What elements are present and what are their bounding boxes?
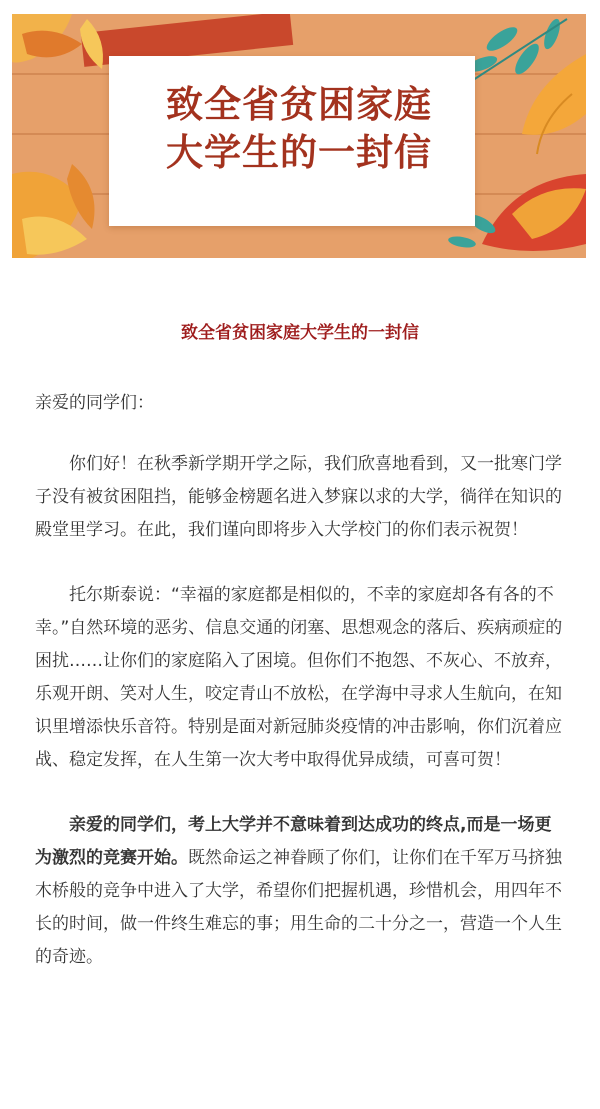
paragraph-3-text: 既然命运之神眷顾了你们，让你们在千军万马挤独木桥般的竞争中进入了大学，希望你们把握机遇，珍惜机会，用四年不长的时间，做一件终生难忘的事；用生命的二十分之一，营造一个人生的奇迹。	[35, 848, 562, 967]
paragraph-3	[35, 809, 565, 974]
banner-title	[12, 80, 586, 176]
banner-title-line2: 大学生的一封信	[166, 130, 432, 174]
article-body	[35, 387, 565, 974]
paragraph-1: 你们好！在秋季新学期开学之际，我们欣喜地看到，又一批寒门学子没有被贫困阻挡，能够金榜题名进入梦寐以求的大学，徜徉在知识的殿堂里学习。在此，我们谨向即将步入大学校门的你们表示祝贺！	[35, 454, 562, 540]
header-banner	[12, 14, 586, 258]
article-title: 致全省贫困家庭大学生的一封信	[181, 323, 419, 343]
paragraph-3-bold-lead: 亲爱的同学们，考上大学并不意味着到达成功的终点,而是一场更为激烈的竞赛开始。	[35, 815, 552, 868]
greeting: 亲爱的同学们：	[35, 393, 154, 413]
banner-title-line1: 致全省贫困家庭	[166, 82, 432, 126]
paragraph-2: 托尔斯泰说：“幸福的家庭都是相似的，不幸的家庭却各有各的不幸。”自然环境的恶劣、信息交通的闭塞、思想观念的落后、疾病顽症的困扰……让你们的家庭陷入了困境。但你们不抱怨、不灰心、不放弃，乐观开朗、笑对人生，咬定青山不放松，在学海中寻求人生航向，在知识里增添快乐音符。特别是面对新冠肺炎疫情的冲击影响，你们沉着应战、稳定发挥，在人生第一次大考中取得优异成绩，可喜可贺！	[35, 585, 563, 770]
